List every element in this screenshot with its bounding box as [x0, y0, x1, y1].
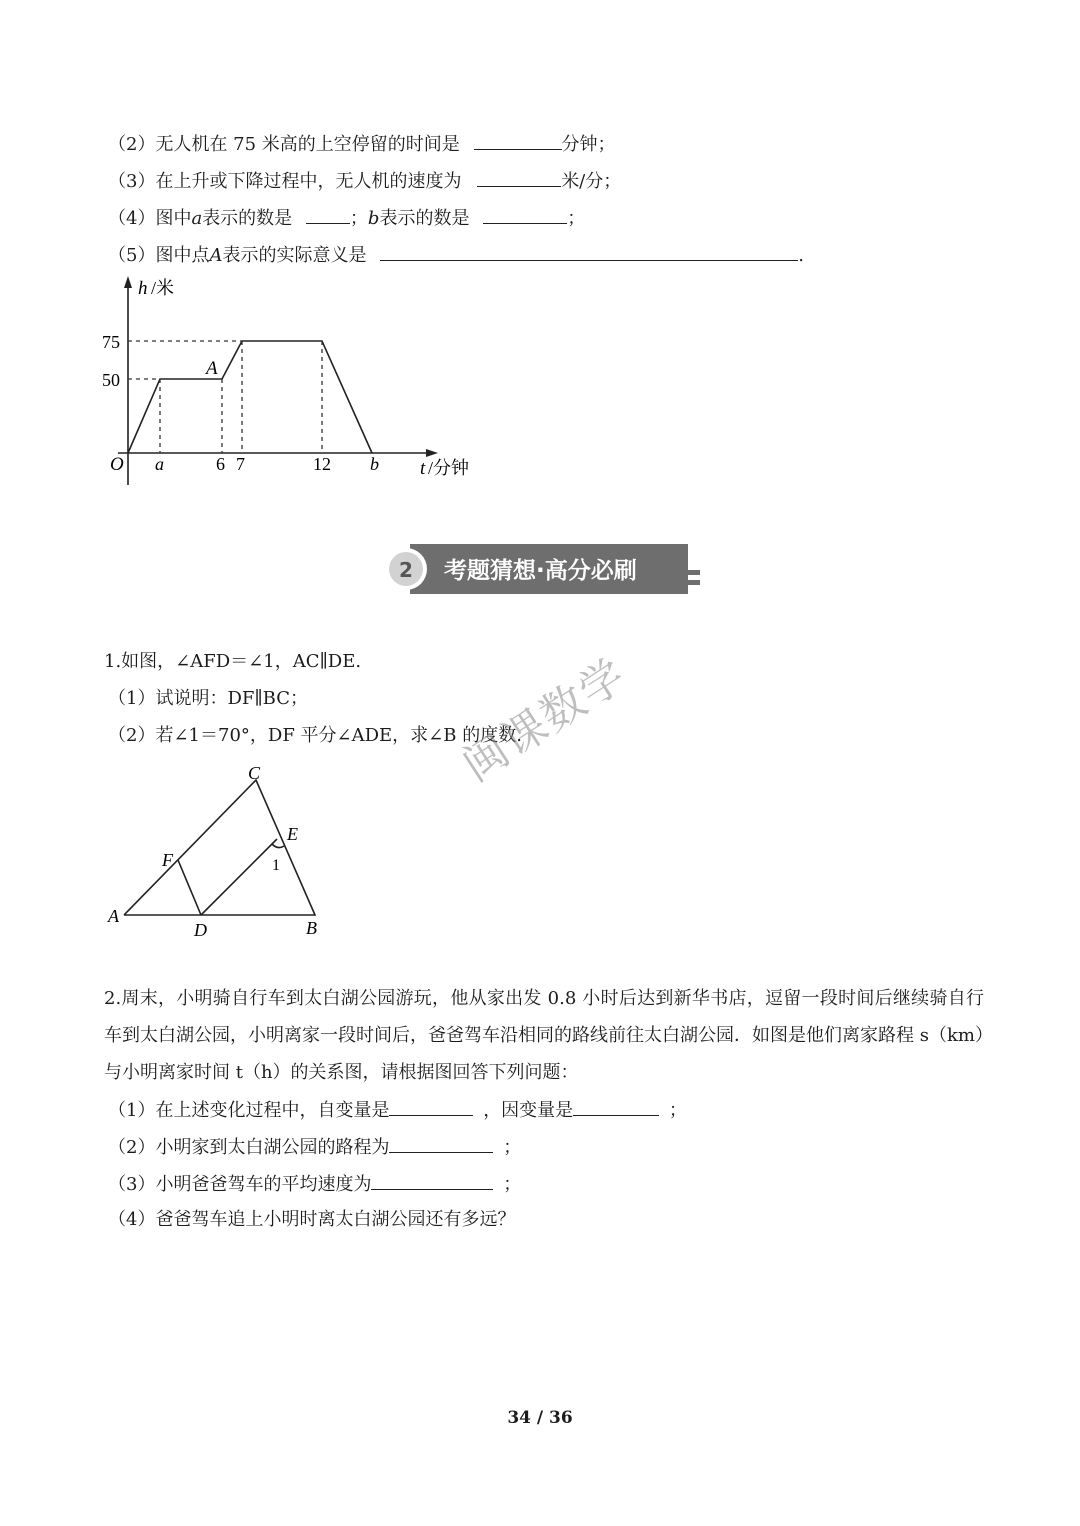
segment-FD [178, 860, 201, 915]
origin-label: O [110, 454, 124, 475]
question-5: （5）图中点A表示的实际意义是 . [108, 242, 804, 268]
answer-blank [477, 168, 561, 187]
label-E: E [287, 824, 298, 844]
banner-number: 2 [399, 558, 413, 582]
banner-stripe [674, 570, 700, 575]
height-curve [128, 341, 372, 453]
question-2: （2）无人机在 75 米高的上空停留的时间是 分钟； [108, 131, 616, 157]
label-C: C [248, 763, 261, 783]
segment-DE [201, 839, 277, 915]
banner-title: 考题猜想·高分必刷 [444, 558, 637, 584]
problem2-part2: （2）小明家到太白湖公园的路程为 ； [108, 1134, 521, 1160]
y-axis-arrow [124, 276, 132, 288]
answer-blank [483, 205, 567, 224]
answer-blank [371, 1171, 493, 1190]
answer-blank [389, 1097, 473, 1116]
x-tick-12: 12 [313, 454, 331, 474]
problem2-part1: （1）在上述变化过程中，自变量是 ，因变量是 ； [108, 1097, 687, 1123]
page-number: 34 / 36 [507, 1408, 573, 1428]
section-banner [384, 544, 704, 596]
banner-stripe [674, 580, 700, 585]
problem2-part3: （3）小明爸爸驾车的平均速度为 ； [108, 1171, 521, 1197]
label-B: B [306, 918, 317, 938]
x-axis-arrow [426, 449, 438, 457]
label-angle-1: 1 [272, 857, 280, 874]
answer-blank [306, 205, 350, 224]
answer-blank [389, 1134, 493, 1153]
label-A: A [108, 906, 119, 926]
triangle-ABC [124, 780, 315, 915]
x-tick-a: a [155, 454, 164, 474]
problem2-part4: （4）爸爸驾车追上小明时离太白湖公园还有多远？ [108, 1209, 516, 1230]
point-A-label: A [206, 358, 218, 379]
x-label-var: t [420, 458, 426, 479]
answer-blank [380, 242, 798, 261]
problem1-part1: （1）试说明：DF∥BC； [108, 688, 309, 709]
angle-1-arc [272, 844, 284, 848]
y-tick-50: 50 [102, 370, 120, 390]
x-tick-b: b [370, 454, 379, 474]
y-label-var: h [138, 278, 148, 299]
triangle-figure [100, 758, 340, 948]
watermark: 闽课数学 [453, 649, 637, 792]
y-tick-75: 75 [102, 332, 120, 352]
x-tick-7: 7 [236, 454, 245, 474]
problem2-intro: 2.周末，小明骑自行车到太白湖公园游玩，他从家出发 0.8 小时后达到新华书店，逗留一段时间后继续骑自行车到太白湖公园，小明离家一段时间后，爸爸驾车沿相同的路线前往太白湖公园．如图是他们离家路程 s（km）与小明离家时间 t（h）的关系图，请根据图回答下列问题： [104, 988, 984, 1083]
x-label-unit: /分钟 [428, 458, 470, 478]
question-3: （3）在上升或下降过程中，无人机的速度为 米/分； [108, 168, 621, 194]
x-tick-6: 6 [216, 454, 225, 474]
question-4: （4）图中a表示的数是 ；b表示的数是 ； [108, 205, 585, 231]
label-D: D [194, 920, 207, 940]
answer-blank [474, 131, 562, 150]
problem1-part2: （2）若∠1＝70°，DF 平分∠ADE，求∠B 的度数. [108, 725, 522, 746]
label-F: F [162, 850, 173, 870]
problem1-intro: 1.如图，∠AFD＝∠1，AC∥DE. [104, 651, 362, 672]
answer-blank [573, 1097, 659, 1116]
height-time-graph [90, 270, 490, 495]
y-label-unit: /米 [151, 278, 175, 298]
